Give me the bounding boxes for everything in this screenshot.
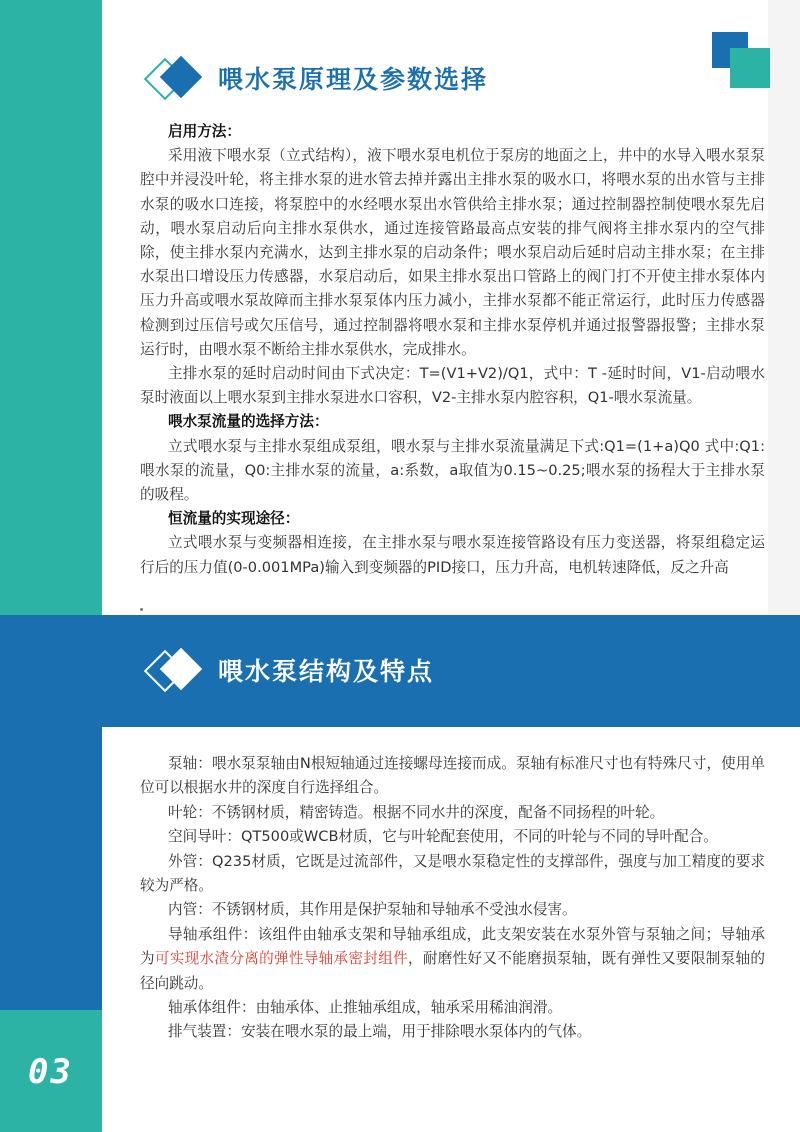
guide-vane-paragraph: 空间导叶：QT500或WCB材质，它与叶轮配套使用，不同的叶轮与不同的导叶配合。 (168, 828, 718, 846)
section1-body (140, 120, 765, 580)
text-marker-dot (140, 608, 143, 611)
bearing-highlight: 可实现水渣分离的弹性导轴承密封组件 (154, 950, 408, 968)
section2-body (140, 752, 765, 1045)
left-teal-stripe (0, 0, 102, 615)
impeller-paragraph: 叶轮：不锈钢材质，精密铸造。根据不同水井的深度，配备不同扬程的叶轮。 (168, 803, 665, 821)
flow-paragraph: 立式喂水泵与主排水泵组成泵组，喂水泵与主排水泵流量满足下式:Q1=(1+a)Q0 式中:Q1:喂水泵的流量，Q0:主排水泵的流量，a:系数，a取值为0.15~0.25;喂水泵的扬程大于主排水泵的吸程。 (140, 437, 765, 504)
section2-header (148, 648, 434, 692)
diamond-icon (148, 648, 202, 692)
bearing-paragraph (140, 923, 765, 996)
bearing-body-paragraph: 轴承体组件：由轴承体、止推轴承组成，轴承采用稀油润滑。 (168, 999, 563, 1017)
constant-flow-heading: 恒流量的实现途径： (168, 510, 300, 528)
vent-paragraph: 排气装置：安装在喂水泵的最上端，用于排除喂水泵体内的气体。 (168, 1023, 592, 1041)
section1-header (148, 56, 488, 100)
constant-flow-paragraph: 立式喂水泵与变频器相连接，在主排水泵与喂水泵连接管路设有压力变送器，将泵组稳定运行后的压力值(0-0.001MPa)输入到变频器的PID接口，压力升高，电机转速降低，反之升高 (140, 534, 765, 576)
right-margin (768, 0, 800, 615)
startup-paragraph-2: 主排水泵的延时启动时间由下式决定：T=(V1+V2)/Q1，式中：T -延时时间，V1-启动喂水泵时液面以上喂水泵到主排水泵进水口容积，V2-主排水泵内腔容积，Q1-喂水泵流量。 (140, 365, 765, 407)
shaft-paragraph: 泵轴：喂水泵泵轴由N根短轴通过连接螺母连接而成。泵轴有标准尺寸也有特殊尺寸，使用单位可以根据水井的深度自行选择组合。 (140, 755, 765, 797)
diamond-icon (148, 56, 202, 100)
bearing-text-b: ，耐磨性好又不能磨损泵轴，既有弹性又要限制泵轴的径向跳动。 (140, 950, 765, 992)
inner-tube-paragraph: 内管：不锈钢材质，其作用是保护泵轴和导轴承不受浊水侵害。 (168, 901, 577, 919)
section1-title: 喂水泵原理及参数选择 (218, 65, 489, 94)
startup-paragraph-1: 采用液下喂水泵（立式结构），液下喂水泵电机位于泵房的地面之上，井中的水导入喂水泵泵腔中并浸没叶轮，将主排水泵的进水管去掉并露出主排水泵的吸水口，将喂水泵的出水管与主排水泵的吸水口连接，将泵腔中的水经喂水泵出水管供给主排水泵；通过控制器控制使喂水泵先启动，喂水泵启动后向主排水泵供水，通过连接管路最高点安装的排气阀将主排水泵内的空气排除，使主排水泵内充满水，达到主排水泵的启动条件；喂水泵启动后延时启动主排水泵；在主排水泵出口增设压力传感器，水泵启动后，如果主排水泵出口管路上的阀门打不开使主排水泵体内压力升高或喂水泵故障而主排水泵泵体内压力减小，主排水泵都不能正常运行，此时压力传感器检测到过压信号或欠压信号，通过控制器将喂水泵和主排水泵停机并通过报警器报警；主排水泵运行时，由喂水泵不断给主排水泵供水，完成排水。 (140, 147, 765, 358)
section2-title: 喂水泵结构及特点 (218, 657, 435, 686)
flow-heading: 喂水泵流量的选择方法： (168, 413, 329, 431)
outer-tube-paragraph: 外管：Q235材质，它既是过流部件，又是喂水泵稳定性的支撑部件，强度与加工精度的要求较为严格。 (140, 852, 765, 895)
bearing-text-a: 导轴承组件：该组件由轴承支架和导轴承组成，此支架安装在水泵外管与泵轴之间；导轴承为 (140, 925, 765, 968)
left-blue-stripe (0, 727, 102, 1010)
startup-heading: 启用方法： (168, 123, 241, 140)
page-number: 03 (28, 1052, 73, 1092)
deco-square-teal (730, 48, 770, 88)
